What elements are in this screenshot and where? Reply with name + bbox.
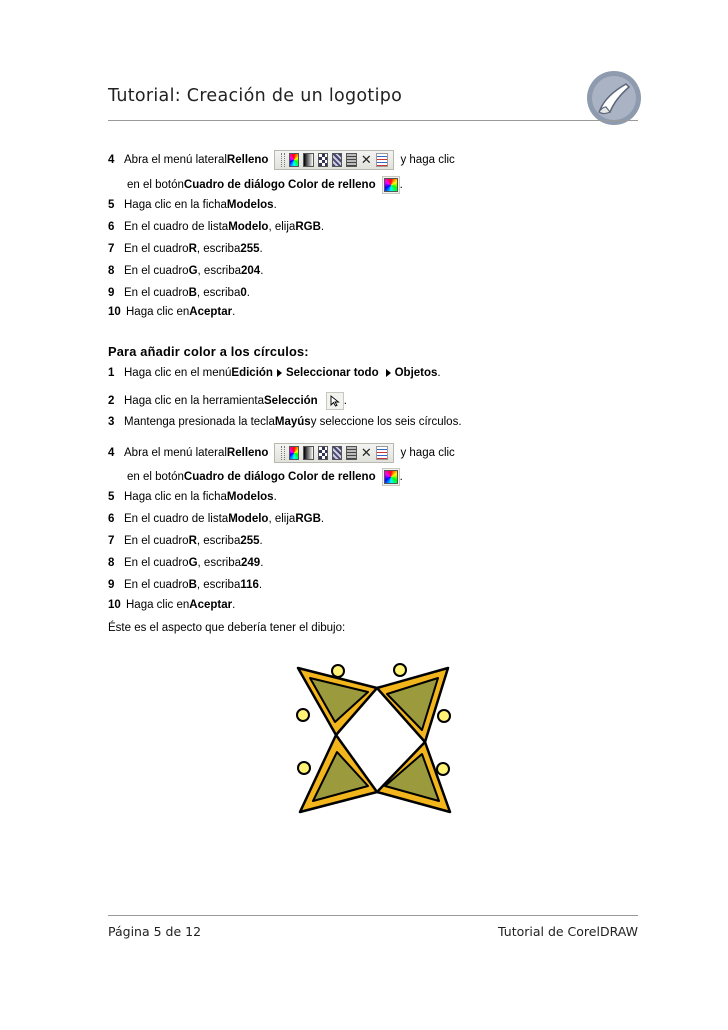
step2-10: 10 Haga clic en Aceptar . (108, 599, 236, 611)
footer-product: Tutorial de CorelDRAW (498, 924, 638, 939)
step2-9: 9 En el cuadro B , escriba 116 . (108, 579, 263, 591)
step-10: 10 Haga clic en Aceptar . (108, 306, 236, 318)
step-8: 8 En el cuadro G , escriba 204 . (108, 265, 264, 277)
texture-fill-icon[interactable] (332, 153, 342, 167)
step2-5: 5 Haga clic en la ficha Modelos . (108, 491, 277, 503)
page-number: Página 5 de 12 (108, 924, 202, 939)
pattern-fill-icon[interactable] (318, 153, 328, 167)
fill-flyout-toolbar[interactable] (274, 443, 394, 463)
step-4: 4 Abra el menú lateral Relleno ✕ y haga clic (108, 150, 455, 170)
texture-fill-icon[interactable] (332, 446, 342, 460)
postscript-fill-icon[interactable] (346, 153, 356, 167)
circle-3 (297, 709, 309, 721)
fill-color-dialog-icon (384, 178, 398, 192)
fill-color-dialog-icon (384, 470, 398, 484)
pick-tool-button[interactable] (326, 392, 344, 410)
submenu-arrow-icon (277, 369, 282, 377)
fill-color-dialog-button[interactable] (382, 176, 400, 194)
toolbar-grip (281, 446, 284, 460)
step2-4: 4 Abra el menú lateral Relleno ✕ y haga clic (108, 443, 455, 463)
fill-color-dialog-button[interactable] (382, 468, 400, 486)
header-rule (108, 120, 638, 121)
submenu-arrow-icon (386, 369, 391, 377)
uniform-fill-icon[interactable] (289, 446, 299, 460)
step2-4-cont: en el botón Cuadro de diálogo Color de relleno . (127, 468, 403, 486)
circle-4 (438, 710, 450, 722)
closing-text: Éste es el aspecto que debería tener el dibujo: (108, 622, 346, 634)
step-4-cont: en el botón Cuadro de diálogo Color de relleno . (127, 176, 403, 194)
step-9: 9 En el cuadro B , escriba 0 . (108, 287, 250, 299)
color-docker-icon[interactable] (376, 446, 388, 460)
step-6: 6 En el cuadro de lista Modelo , elija RGB . (108, 221, 325, 233)
step2-6: 6 En el cuadro de lista Modelo , elija RGB . (108, 513, 325, 525)
logo-drawing (280, 650, 470, 830)
no-fill-icon[interactable]: ✕ (360, 152, 372, 167)
no-fill-icon[interactable]: ✕ (360, 445, 372, 460)
postscript-fill-icon[interactable] (346, 446, 356, 460)
circle-5 (298, 762, 310, 774)
circle-6 (437, 763, 449, 775)
toolbar-grip (281, 153, 284, 167)
color-docker-icon[interactable] (376, 153, 388, 167)
page-title: Tutorial: Creación de un logotipo (108, 86, 403, 106)
pick-tool-icon (330, 395, 340, 407)
step2-8: 8 En el cuadro G , escriba 249 . (108, 557, 264, 569)
step2-3: 3 Mantenga presionada la tecla Mayús y seleccione los seis círculos. (108, 416, 462, 428)
step-5: 5 Haga clic en la ficha Modelos . (108, 199, 277, 211)
step2-1: 1 Haga clic en el menú Edición Seleccionar todo Objetos . (108, 367, 441, 379)
step-7: 7 En el cuadro R , escriba 255 . (108, 243, 263, 255)
section-heading: Para añadir color a los círculos: (108, 344, 309, 359)
footer-rule (108, 915, 638, 916)
uniform-fill-icon[interactable] (289, 153, 299, 167)
fountain-fill-icon[interactable] (303, 153, 313, 167)
step2-7: 7 En el cuadro R , escriba 255 . (108, 535, 263, 547)
circle-1 (332, 665, 344, 677)
coreldraw-logo-icon (586, 70, 642, 126)
step2-2: 2 Haga clic en la herramienta Selección . (108, 392, 347, 410)
fountain-fill-icon[interactable] (303, 446, 313, 460)
fill-flyout-toolbar[interactable] (274, 150, 394, 170)
circle-2 (394, 664, 406, 676)
pattern-fill-icon[interactable] (318, 446, 328, 460)
